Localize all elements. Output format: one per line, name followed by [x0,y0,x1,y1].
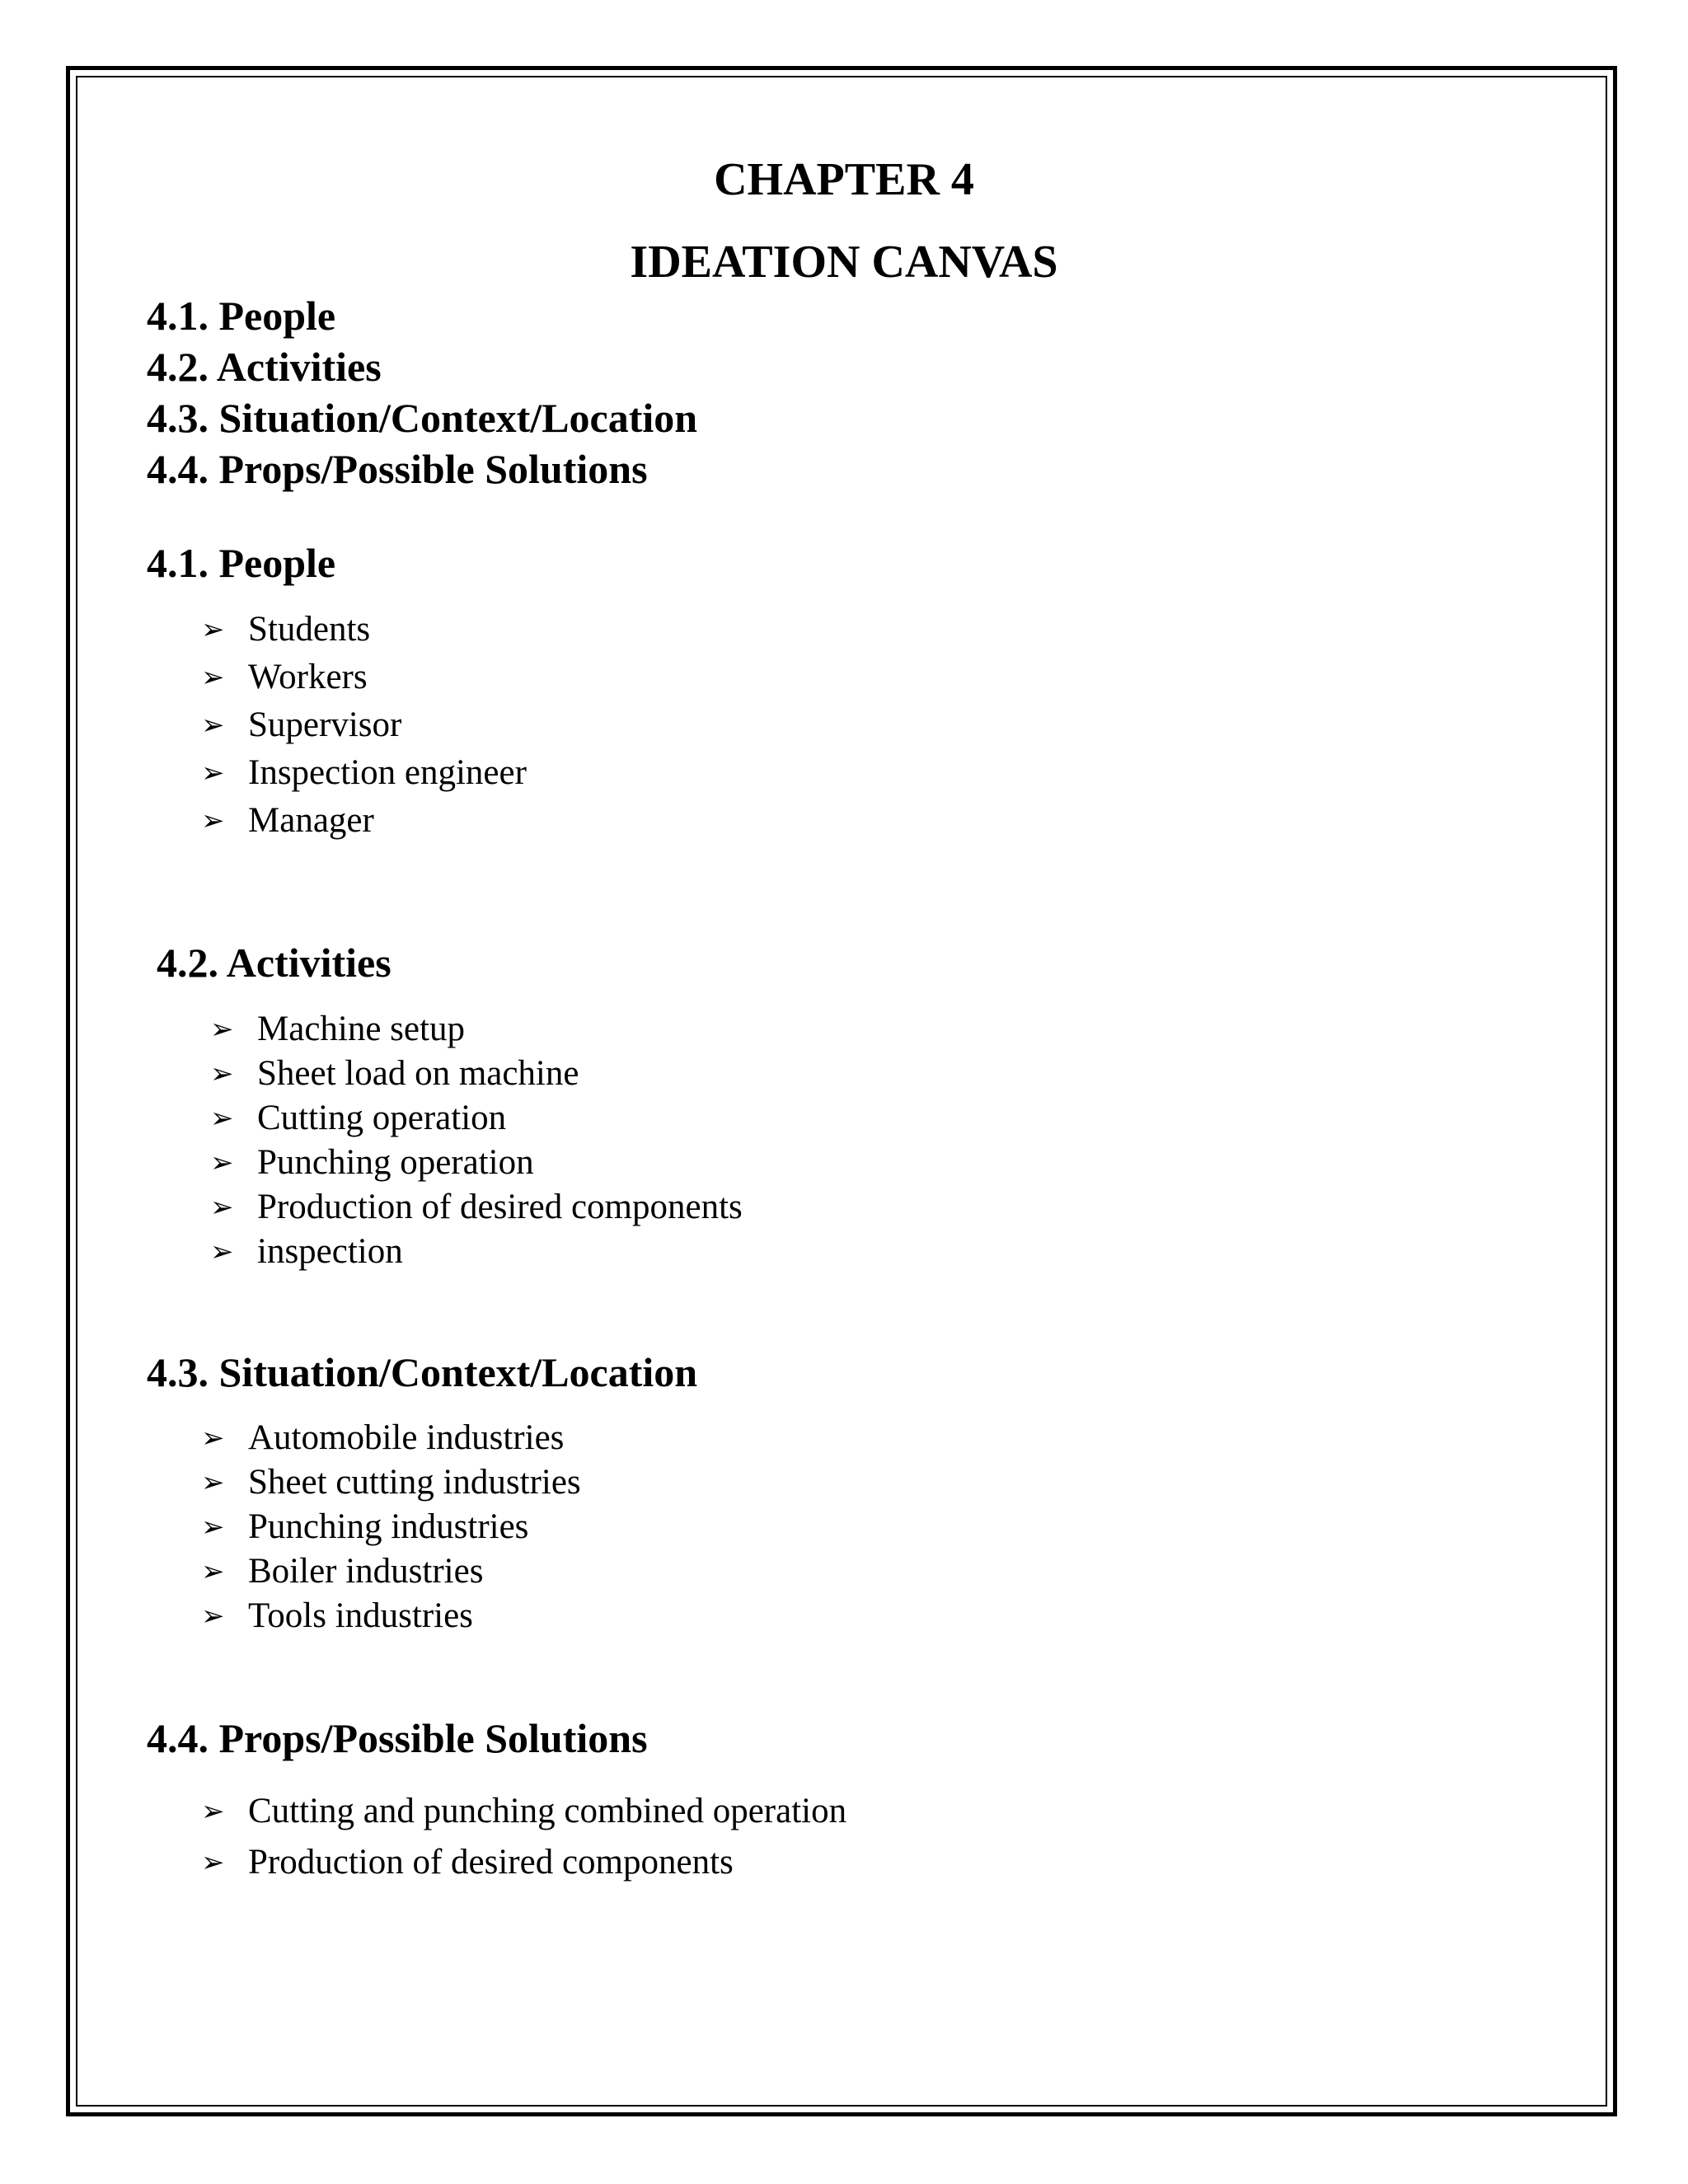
list-item: ➢ Sheet cutting industries [201,1460,581,1505]
situation-list [201,1416,581,1638]
toc-item: 4.2. Activities [147,344,382,390]
chapter-number: CHAPTER 4 [714,154,974,205]
section-heading-activities: 4.2. Activities [157,940,392,986]
props-list [201,1786,846,1888]
list-item: ➢ Tools industries [201,1594,581,1638]
list-item: ➢ Inspection engineer [201,749,527,797]
arrowhead-bullet-icon: ➢ [201,1846,225,1879]
list-item: ➢ Sheet load on machine [210,1052,743,1096]
list-item: ➢ Workers [201,654,527,701]
arrowhead-bullet-icon: ➢ [210,1013,234,1046]
arrowhead-bullet-icon: ➢ [210,1235,234,1268]
list-item: ➢ Manager [201,797,527,845]
list-item: ➢ Production of desired components [210,1185,743,1230]
arrowhead-bullet-icon: ➢ [210,1191,234,1224]
list-item: ➢ Punching operation [210,1141,743,1185]
list-item: ➢ Cutting and punching combined operation [201,1786,846,1837]
arrowhead-bullet-icon: ➢ [210,1102,234,1135]
people-list [201,606,527,845]
toc-item: 4.4. Props/Possible Solutions [147,446,648,492]
list-item: ➢ Students [201,606,527,654]
list-item: ➢ Production of desired components [201,1837,846,1888]
list-item: ➢ Boiler industries [201,1549,581,1594]
section-heading-props: 4.4. Props/Possible Solutions [147,1715,648,1761]
arrowhead-bullet-icon: ➢ [201,613,225,646]
list-item: ➢ Punching industries [201,1505,581,1549]
toc-item: 4.3. Situation/Context/Location [147,395,698,441]
arrowhead-bullet-icon: ➢ [201,661,225,694]
list-item: ➢ inspection [210,1230,743,1274]
section-heading-people: 4.1. People [147,540,336,586]
table-of-contents [147,290,697,494]
list-item: ➢ Cutting operation [210,1096,743,1141]
arrowhead-bullet-icon: ➢ [201,1422,225,1455]
arrowhead-bullet-icon: ➢ [201,1795,225,1828]
arrowhead-bullet-icon: ➢ [201,757,225,790]
arrowhead-bullet-icon: ➢ [201,804,225,837]
arrowhead-bullet-icon: ➢ [201,1600,225,1633]
arrowhead-bullet-icon: ➢ [210,1057,234,1090]
section-heading-situation: 4.3. Situation/Context/Location [147,1349,698,1395]
chapter-title: IDEATION CANVAS [630,237,1058,288]
list-item: ➢ Supervisor [201,701,527,749]
toc-item: 4.1. People [147,293,336,339]
arrowhead-bullet-icon: ➢ [201,1555,225,1588]
list-item: ➢ Automobile industries [201,1416,581,1460]
arrowhead-bullet-icon: ➢ [210,1146,234,1179]
list-item: ➢ Machine setup [210,1007,743,1052]
arrowhead-bullet-icon: ➢ [201,709,225,742]
activities-list [210,1007,743,1274]
arrowhead-bullet-icon: ➢ [201,1511,225,1544]
arrowhead-bullet-icon: ➢ [201,1466,225,1499]
